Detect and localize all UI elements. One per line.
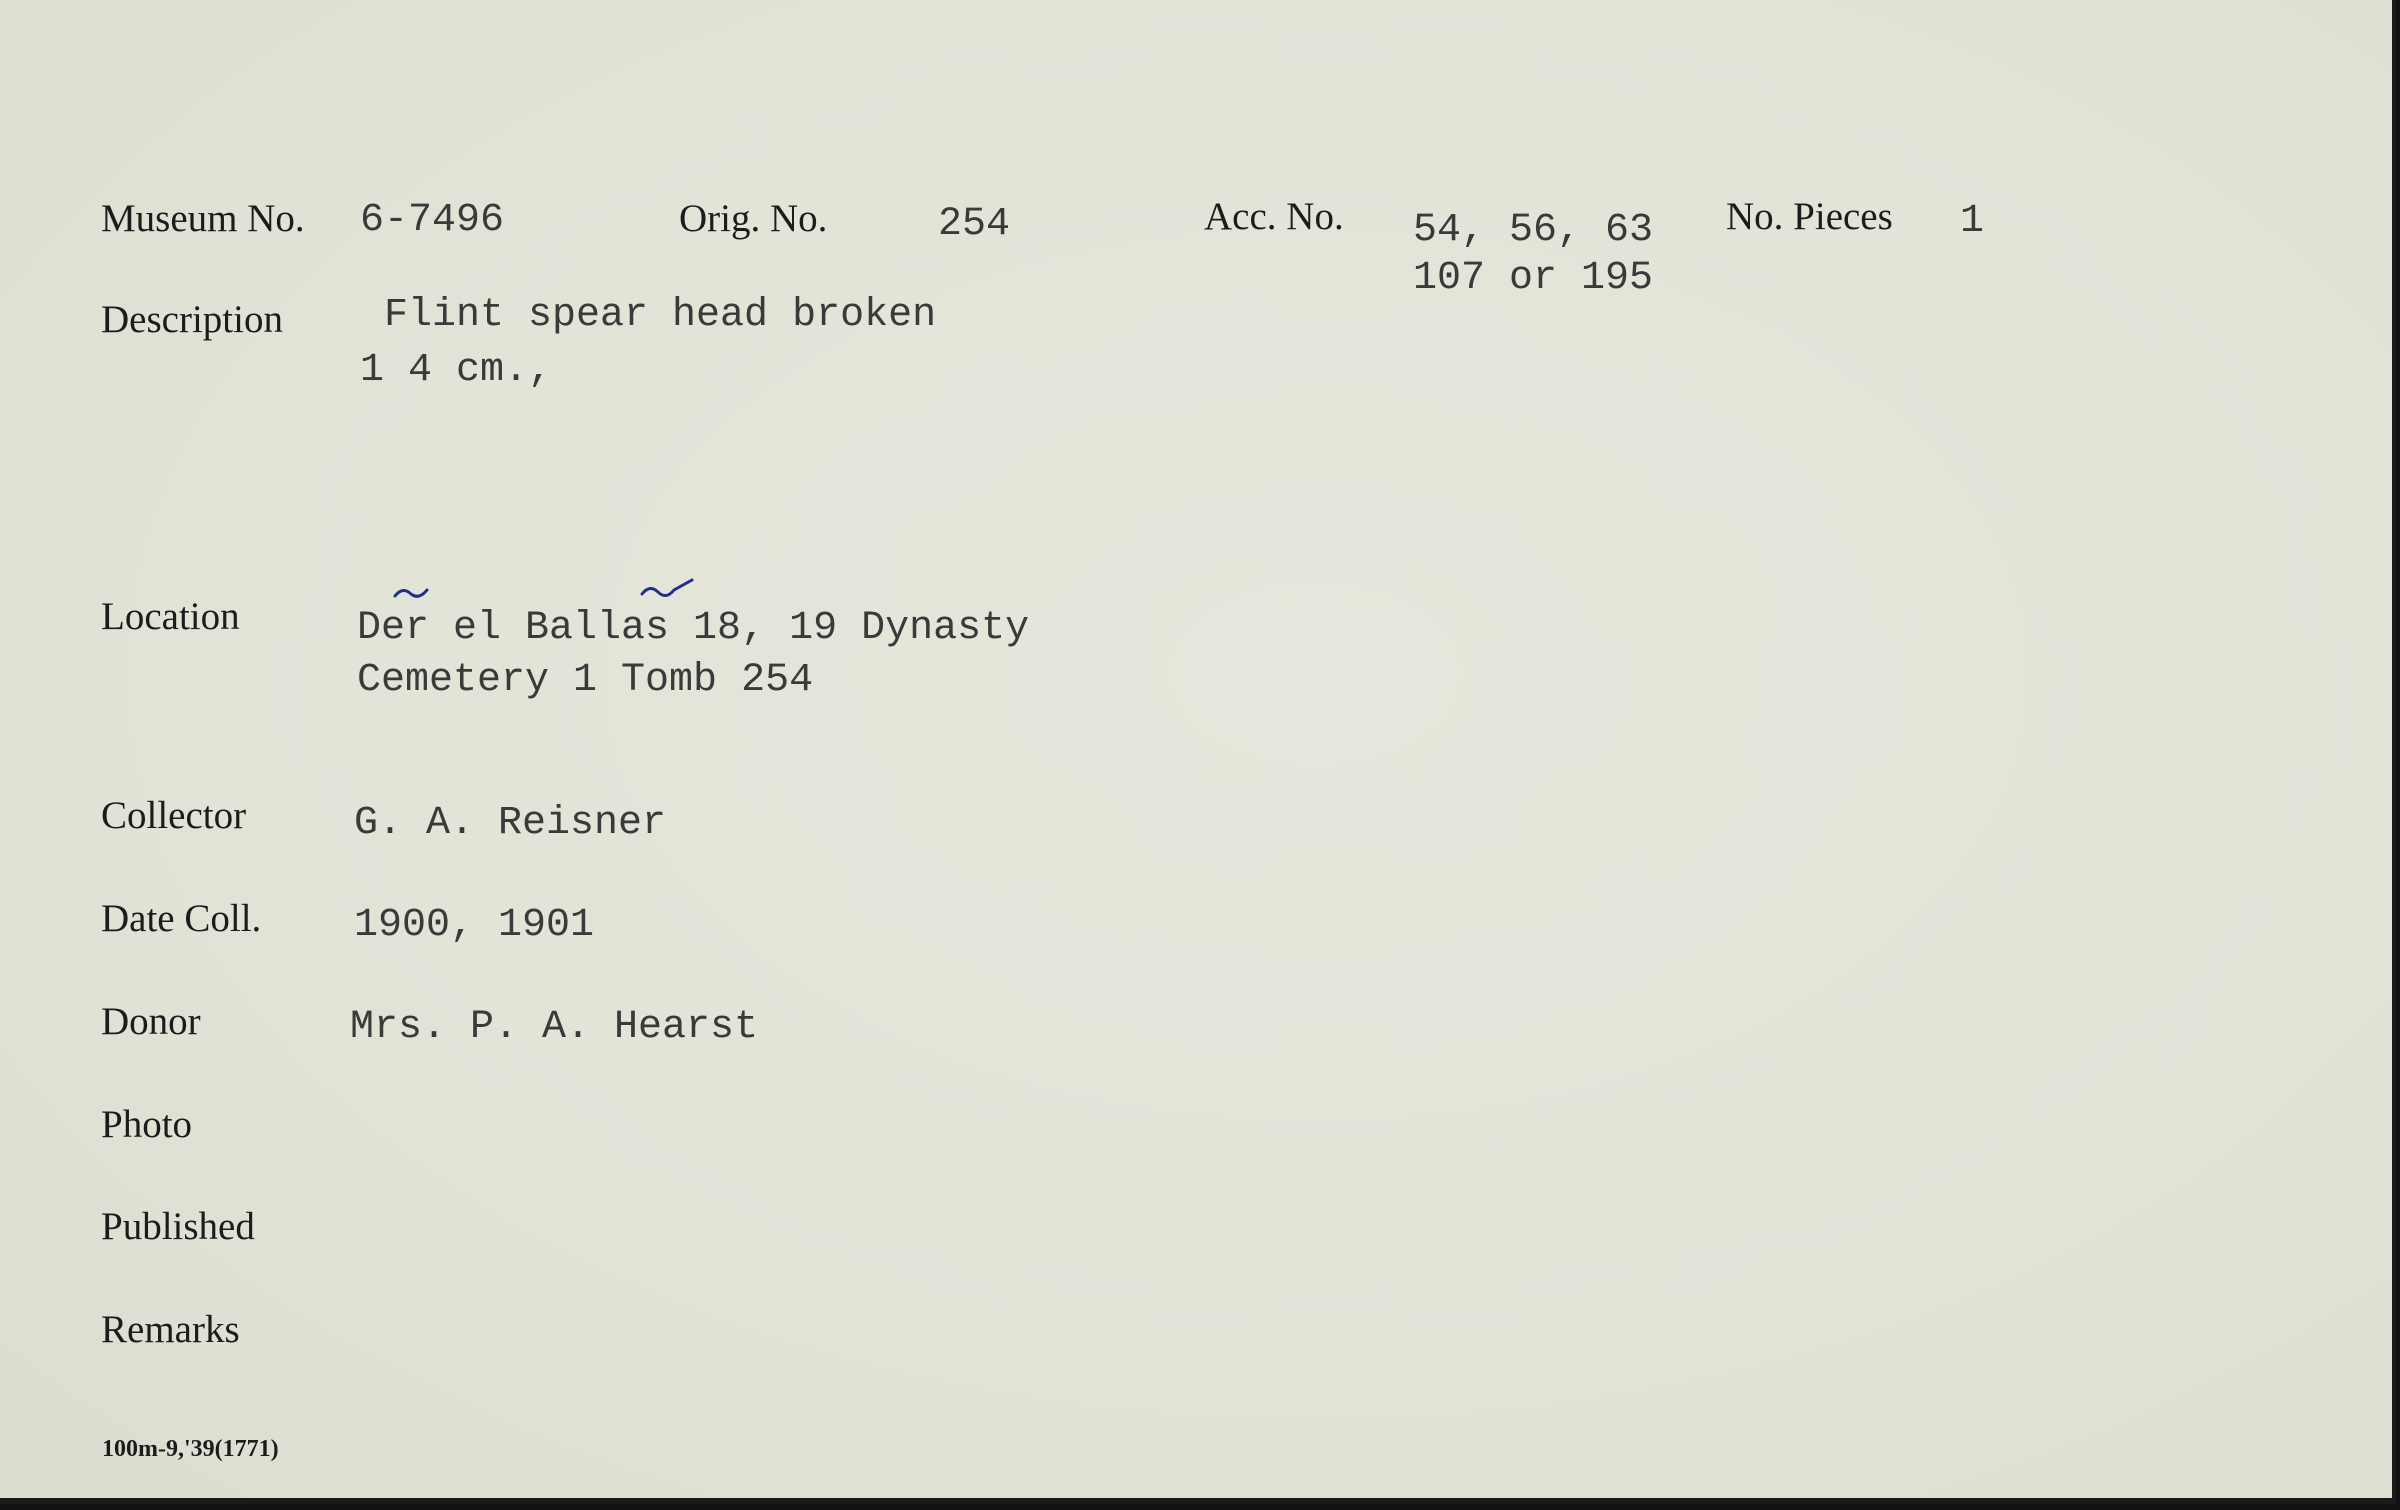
photo-label: Photo bbox=[101, 1103, 193, 1146]
date-coll-label: Date Coll. bbox=[101, 897, 262, 940]
no-pieces-label: No. Pieces bbox=[1726, 195, 1893, 238]
collector-label: Collector bbox=[101, 794, 247, 837]
acc-no-value-line1: 54, 56, 63 bbox=[1413, 208, 1654, 253]
museum-no-label: Museum No. bbox=[101, 197, 305, 240]
description-label: Description bbox=[101, 298, 283, 341]
acc-no-label: Acc. No. bbox=[1204, 195, 1344, 238]
orig-no-label: Orig. No. bbox=[679, 197, 828, 240]
no-pieces-value: 1 bbox=[1960, 199, 1985, 244]
tilde-mark-ballas bbox=[640, 576, 696, 604]
location-label: Location bbox=[101, 595, 240, 638]
acc-no-value-line2: 107 or 195 bbox=[1413, 256, 1654, 301]
remarks-label: Remarks bbox=[101, 1308, 240, 1351]
collector-value: G. A. Reisner bbox=[354, 801, 667, 846]
donor-label: Donor bbox=[101, 1000, 201, 1043]
published-label: Published bbox=[101, 1205, 255, 1248]
footer-print-code: 100m-9,'39(1771) bbox=[102, 1436, 279, 1462]
date-coll-value: 1900, 1901 bbox=[354, 903, 595, 948]
donor-value: Mrs. P. A. Hearst bbox=[350, 1005, 759, 1050]
location-line2: Cemetery 1 Tomb 254 bbox=[357, 658, 814, 703]
tilde-mark-der bbox=[393, 580, 433, 604]
description-line1: Flint spear head broken bbox=[384, 293, 937, 338]
location-line1: Der el Ballas 18, 19 Dynasty bbox=[357, 606, 1030, 651]
museum-no-value: 6-7496 bbox=[360, 198, 505, 243]
description-line2: 1 4 cm., bbox=[360, 348, 553, 393]
orig-no-value: 254 bbox=[938, 202, 1011, 247]
